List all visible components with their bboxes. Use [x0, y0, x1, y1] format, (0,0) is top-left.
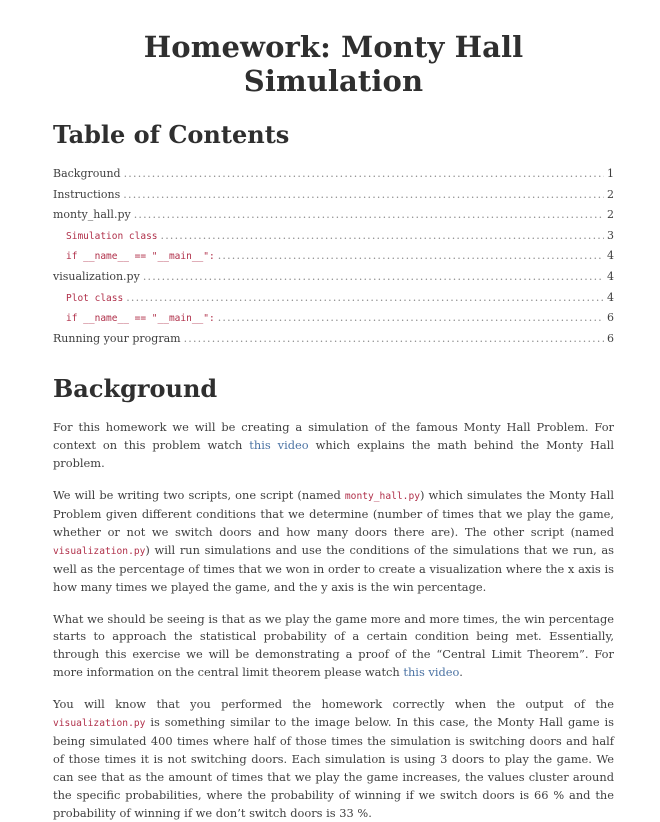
toc-page-number: 1 [607, 167, 614, 180]
paragraph-text: which explains the math behind the Monty Hall problem. [53, 438, 614, 471]
toc-page-number: 4 [607, 269, 614, 283]
toc-entry-label[interactable]: Plot class [66, 292, 124, 304]
inline-code-visualization: visualization.py [53, 718, 146, 730]
toc-dot-leader [123, 185, 604, 206]
background-paragraph-2 [53, 487, 614, 596]
toc-entry-running-your-program[interactable] [53, 329, 614, 350]
toc-entry-plot-class[interactable] [53, 288, 614, 309]
toc-page-number: 4 [607, 290, 614, 304]
toc-dot-leader [184, 329, 604, 350]
toc-page-number: 6 [607, 331, 614, 345]
toc-entry-label[interactable]: Background [53, 167, 121, 180]
toc-page-number: 2 [607, 187, 614, 201]
paragraph-text: For this homework we will be creating a simulation of the famous Monty Hall Problem. For context on this problem watch [53, 420, 614, 453]
toc-heading: Table of Contents [53, 120, 290, 149]
toc-dot-leader [124, 164, 604, 185]
toc-dot-leader [218, 308, 604, 329]
toc-entry-label[interactable]: Instructions [53, 187, 121, 201]
toc-entry-label[interactable]: visualization.py [53, 269, 140, 283]
toc-entry-label[interactable]: monty_hall.py [53, 208, 131, 222]
paragraph-text: You will know that you performed the homework correctly when the output of the [53, 697, 614, 712]
background-paragraph-3 [53, 611, 614, 683]
toc-entry-label[interactable]: Simulation class [66, 230, 158, 242]
toc-entry-background[interactable] [53, 164, 614, 185]
toc-entry-label[interactable]: if __name__ == "__main__": [66, 251, 215, 263]
toc-entry-monty-hall-py[interactable] [53, 205, 614, 226]
clt-video-link[interactable]: this video [403, 665, 460, 680]
toc-entry-label[interactable]: Running your program [53, 331, 181, 345]
background-paragraph-4 [53, 696, 614, 822]
background-paragraph-1 [53, 419, 614, 473]
toc-dot-leader [218, 246, 604, 267]
background-heading: Background [53, 374, 218, 404]
toc-page-number: 6 [607, 311, 614, 325]
toc-entry-main-guard-2[interactable] [53, 308, 614, 329]
video-link[interactable]: this video [249, 438, 309, 453]
toc-dot-leader [161, 226, 604, 247]
paragraph-text: What we should be seeing is that as we play the game more and more times, the win percentage starts to approach the statistical probability of a certain condition being met. Essentially, through this exercise we will be demonstrating a proof of the “Central Limit Theorem”. For more information on the central limit theorem please watch [53, 611, 614, 680]
toc-page-number: 2 [607, 208, 614, 222]
paragraph-text: . [459, 665, 463, 680]
toc-page-number: 4 [607, 249, 614, 263]
document-title: Homework: Monty Hall Simulation [143, 30, 524, 98]
table-of-contents [53, 164, 614, 349]
inline-code-monty-hall: monty_hall.py [344, 491, 420, 503]
toc-entry-instructions[interactable] [53, 185, 614, 206]
toc-entry-main-guard-1[interactable] [53, 246, 614, 267]
toc-page-number: 3 [607, 228, 614, 242]
inline-code-visualization: visualization.py [53, 545, 146, 557]
toc-entry-simulation-class[interactable] [53, 226, 614, 247]
paragraph-text: We will be writing two scripts, one script (named [53, 488, 345, 503]
paragraph-text: ) which simulates the Monty Hall Problem given different conditions that we determine (number of times that we play the game, whether or not we switch doors and how many doors there are). The other script (named [53, 488, 614, 539]
paragraph-text: ) will run simulations and use the conditions of the simulations that we run, as well as the percentage of times that we won in order to create a visualization where the x axis is how many times we played the game, and the y axis is the win percentage. [53, 542, 614, 594]
paragraph-text: is something similar to the image below. In this case, the Monty Hall game is being simulated 400 times where half of those times the simulation is switching doors and half of those times it is not switching doors. Each simulation is using 3 doors to play the game. We can see that as the amount of times that we play the game increases, the values cluster around the specific probabilities, where the probability of winning if we switch doors is 66 % and the probability of winning if we don’t switch doors is 33 %. [53, 715, 614, 820]
toc-entry-label[interactable]: if __name__ == "__main__": [66, 313, 215, 325]
toc-dot-leader [126, 288, 604, 309]
toc-dot-leader [134, 205, 604, 226]
toc-entry-visualization-py[interactable] [53, 267, 614, 288]
toc-dot-leader [143, 267, 604, 288]
